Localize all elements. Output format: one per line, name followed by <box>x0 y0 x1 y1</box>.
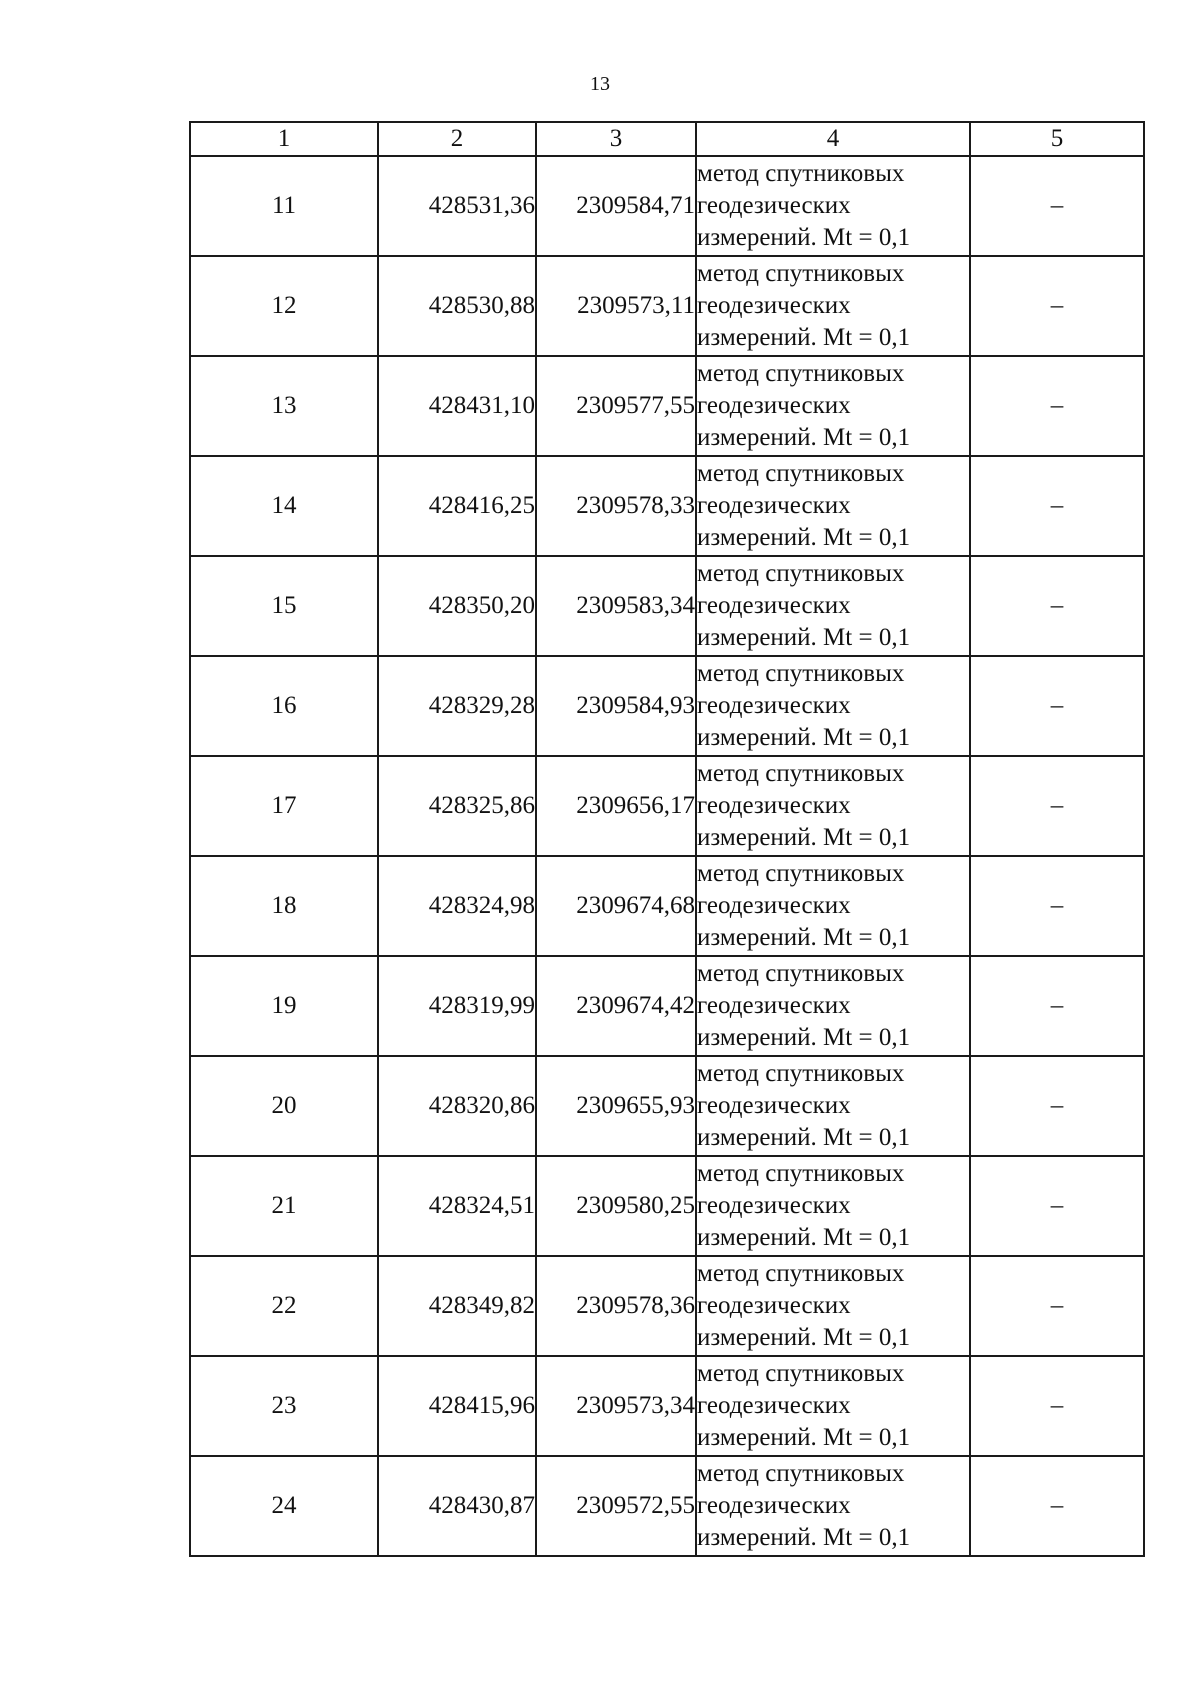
note-cell: – <box>970 556 1144 656</box>
column-header: 1 <box>190 122 378 156</box>
point-number-cell: 14 <box>190 456 378 556</box>
y-coordinate-cell: 2309656,17 <box>536 756 696 856</box>
table-row <box>190 1256 1144 1356</box>
point-number-cell: 22 <box>190 1256 378 1356</box>
table-row <box>190 956 1144 1056</box>
column-header: 2 <box>378 122 536 156</box>
y-coordinate-cell: 2309572,55 <box>536 1456 696 1556</box>
table-row <box>190 656 1144 756</box>
x-coordinate-cell: 428349,82 <box>378 1256 536 1356</box>
y-coordinate-cell: 2309578,36 <box>536 1256 696 1356</box>
note-cell: – <box>970 456 1144 556</box>
x-coordinate-cell: 428324,98 <box>378 856 536 956</box>
note-cell: – <box>970 656 1144 756</box>
note-cell: – <box>970 256 1144 356</box>
column-header: 5 <box>970 122 1144 156</box>
x-coordinate-cell: 428430,87 <box>378 1456 536 1556</box>
page-number: 13 <box>590 73 610 95</box>
table-row <box>190 256 1144 356</box>
point-number-cell: 18 <box>190 856 378 956</box>
method-cell: метод спутниковых геодезических измерений. Mt = 0,1 <box>696 1456 970 1556</box>
x-coordinate-cell: 428320,86 <box>378 1056 536 1156</box>
table-row <box>190 556 1144 656</box>
point-number-cell: 21 <box>190 1156 378 1256</box>
column-header: 3 <box>536 122 696 156</box>
note-cell: – <box>970 1256 1144 1356</box>
table-row <box>190 756 1144 856</box>
point-number-cell: 12 <box>190 256 378 356</box>
table-row <box>190 1056 1144 1156</box>
x-coordinate-cell: 428329,28 <box>378 656 536 756</box>
table-row <box>190 1156 1144 1256</box>
y-coordinate-cell: 2309674,42 <box>536 956 696 1056</box>
x-coordinate-cell: 428415,96 <box>378 1356 536 1456</box>
method-cell: метод спутниковых геодезических измерений. Mt = 0,1 <box>696 456 970 556</box>
coordinates-table <box>189 121 1145 1557</box>
y-coordinate-cell: 2309584,93 <box>536 656 696 756</box>
note-cell: – <box>970 756 1144 856</box>
method-cell: метод спутниковых геодезических измерений. Mt = 0,1 <box>696 256 970 356</box>
table-header-row <box>190 122 1144 156</box>
note-cell: – <box>970 856 1144 956</box>
y-coordinate-cell: 2309674,68 <box>536 856 696 956</box>
note-cell: – <box>970 956 1144 1056</box>
method-cell: метод спутниковых геодезических измерений. Mt = 0,1 <box>696 1356 970 1456</box>
note-cell: – <box>970 1356 1144 1456</box>
x-coordinate-cell: 428350,20 <box>378 556 536 656</box>
y-coordinate-cell: 2309655,93 <box>536 1056 696 1156</box>
point-number-cell: 19 <box>190 956 378 1056</box>
x-coordinate-cell: 428531,36 <box>378 156 536 256</box>
y-coordinate-cell: 2309573,11 <box>536 256 696 356</box>
method-cell: метод спутниковых геодезических измерений. Mt = 0,1 <box>696 1056 970 1156</box>
note-cell: – <box>970 356 1144 456</box>
point-number-cell: 13 <box>190 356 378 456</box>
point-number-cell: 20 <box>190 1056 378 1156</box>
y-coordinate-cell: 2309577,55 <box>536 356 696 456</box>
point-number-cell: 17 <box>190 756 378 856</box>
y-coordinate-cell: 2309580,25 <box>536 1156 696 1256</box>
table-row <box>190 856 1144 956</box>
point-number-cell: 24 <box>190 1456 378 1556</box>
x-coordinate-cell: 428431,10 <box>378 356 536 456</box>
column-header: 4 <box>696 122 970 156</box>
table-row <box>190 156 1144 256</box>
method-cell: метод спутниковых геодезических измерений. Mt = 0,1 <box>696 656 970 756</box>
point-number-cell: 16 <box>190 656 378 756</box>
note-cell: – <box>970 1056 1144 1156</box>
x-coordinate-cell: 428416,25 <box>378 456 536 556</box>
table-row <box>190 1456 1144 1556</box>
y-coordinate-cell: 2309573,34 <box>536 1356 696 1456</box>
point-number-cell: 11 <box>190 156 378 256</box>
method-cell: метод спутниковых геодезических измерений. Mt = 0,1 <box>696 1256 970 1356</box>
table-row <box>190 456 1144 556</box>
point-number-cell: 23 <box>190 1356 378 1456</box>
method-cell: метод спутниковых геодезических измерений. Mt = 0,1 <box>696 856 970 956</box>
x-coordinate-cell: 428324,51 <box>378 1156 536 1256</box>
y-coordinate-cell: 2309584,71 <box>536 156 696 256</box>
note-cell: – <box>970 1456 1144 1556</box>
y-coordinate-cell: 2309583,34 <box>536 556 696 656</box>
method-cell: метод спутниковых геодезических измерений. Mt = 0,1 <box>696 156 970 256</box>
x-coordinate-cell: 428319,99 <box>378 956 536 1056</box>
note-cell: – <box>970 1156 1144 1256</box>
note-cell: – <box>970 156 1144 256</box>
table-row <box>190 356 1144 456</box>
method-cell: метод спутниковых геодезических измерений. Mt = 0,1 <box>696 956 970 1056</box>
table-body <box>190 156 1144 1556</box>
method-cell: метод спутниковых геодезических измерений. Mt = 0,1 <box>696 356 970 456</box>
table-row <box>190 1356 1144 1456</box>
method-cell: метод спутниковых геодезических измерений. Mt = 0,1 <box>696 556 970 656</box>
y-coordinate-cell: 2309578,33 <box>536 456 696 556</box>
x-coordinate-cell: 428530,88 <box>378 256 536 356</box>
x-coordinate-cell: 428325,86 <box>378 756 536 856</box>
method-cell: метод спутниковых геодезических измерений. Mt = 0,1 <box>696 1156 970 1256</box>
method-cell: метод спутниковых геодезических измерений. Mt = 0,1 <box>696 756 970 856</box>
point-number-cell: 15 <box>190 556 378 656</box>
